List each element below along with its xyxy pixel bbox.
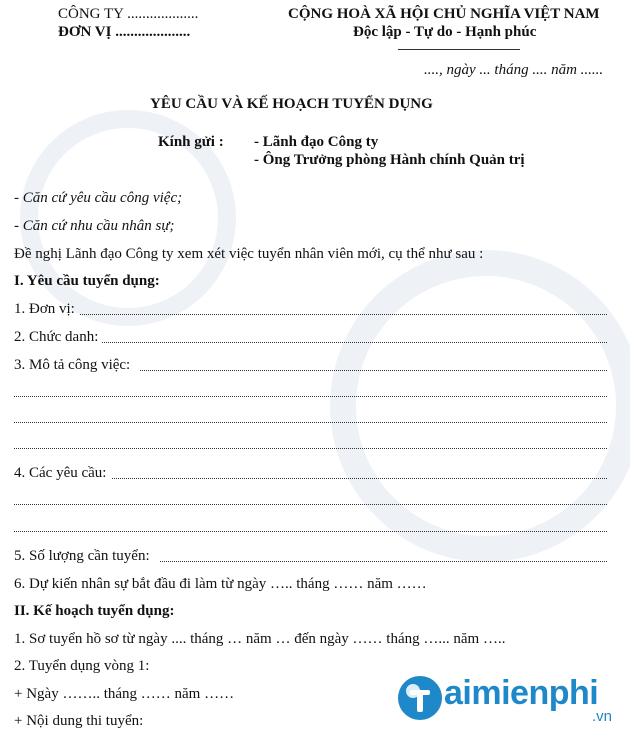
field-title-line [102, 342, 607, 343]
field-requirements-label: 4. Các yêu cầu: [14, 465, 107, 481]
exam-content-label: + Nội dung thi tuyển: [14, 713, 144, 729]
taimienphi-logo-icon [396, 674, 444, 722]
field-headcount-line [160, 561, 607, 562]
basis-line-2: - Căn cứ nhu cầu nhân sự; [14, 218, 175, 234]
field-unit-line [80, 314, 607, 315]
field-job-description-line [14, 448, 607, 449]
intro-paragraph: Đề nghị Lãnh đạo Công ty xem xét việc tuyển nhân viên mới, cụ thể như sau : [14, 246, 484, 262]
background-watermark-ring [330, 250, 630, 562]
watermark-suffix: .vn [592, 708, 613, 725]
watermark-text: aimienphi [444, 674, 599, 712]
field-title-label: 2. Chức danh: [14, 329, 99, 345]
field-requirements-line [14, 504, 607, 505]
taimienphi-watermark [396, 668, 622, 728]
nation-title: CỘNG HOÀ XÃ HỘI CHỦ NGHĨA VIỆT NAM [288, 6, 600, 22]
field-job-description-line [14, 396, 607, 397]
recipient-2: - Ông Trưởng phòng Hành chính Quản trị [254, 152, 525, 168]
unit-line: ĐƠN VỊ .................... [58, 24, 191, 40]
date-line: ...., ngày ... tháng .... năm ...... [424, 62, 604, 78]
basis-line-1: - Căn cứ yêu cầu công việc; [14, 190, 183, 206]
field-requirements-line [14, 531, 607, 532]
motto: Độc lập - Tự do - Hạnh phúc [353, 24, 537, 40]
recipients-label: Kính gửi : [158, 134, 224, 150]
field-job-description-label: 3. Mô tả công việc: [14, 357, 131, 373]
round-1-label: 2. Tuyển dụng vòng 1: [14, 658, 150, 674]
section-2-heading: II. Kế hoạch tuyển dụng: [14, 603, 175, 619]
field-requirements-line [112, 478, 607, 479]
field-job-description-line [140, 370, 607, 371]
round-1-date: + Ngày …….. tháng …… năm …… [14, 686, 235, 702]
company-line: CÔNG TY ................... [58, 6, 199, 22]
screening-period: 1. Sơ tuyển hồ sơ từ ngày .... tháng … năm … đến ngày …… tháng …... năm ….. [14, 631, 506, 647]
section-1-heading: I. Yêu cầu tuyển dụng: [14, 273, 160, 289]
recipient-1: - Lãnh đạo Công ty [254, 134, 379, 150]
field-start-date: 6. Dự kiến nhân sự bắt đầu đi làm từ ngày ….. tháng …… năm …… [14, 576, 427, 592]
field-unit-label: 1. Đơn vị: [14, 301, 75, 317]
field-headcount-label: 5. Số lượng cần tuyển: [14, 548, 150, 564]
motto-underline [398, 49, 520, 50]
field-job-description-line [14, 422, 607, 423]
document-title: YÊU CẦU VÀ KẾ HOẠCH TUYỂN DỤNG [150, 96, 433, 112]
